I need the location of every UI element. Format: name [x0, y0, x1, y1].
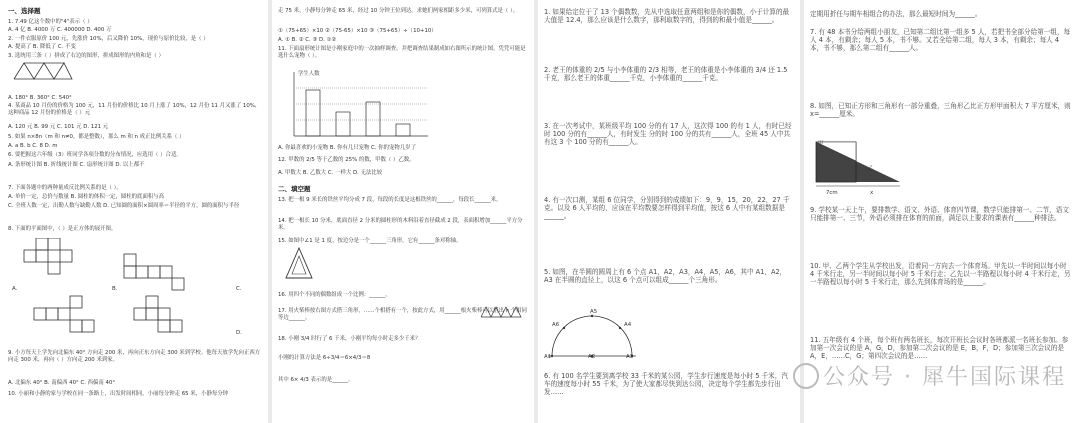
question-paragraph: 定期用折任与期车相组合的办法，那么最短时间为______。 [810, 10, 982, 18]
question-text: 3. 选统用三条（ ）拼成了右边的图形，拼成图形的内角和是（ ） [8, 53, 164, 59]
arc-label-a1: A1 [544, 354, 552, 360]
figure-label-x: x [870, 190, 874, 196]
figure-label-jia: 甲 [818, 141, 824, 147]
watermark-text: 公众号 · 犀牛国际课程 [823, 365, 1066, 390]
question-options: A. 4 亿 B. 4000 万 C. 400000 D. 400 万 [8, 27, 112, 33]
question-text: 14. 把一根长 10 分米，底面直径 2 分米的圆柱形的木料沿着直径截成 2 段，表面积增加______平方分米。 [278, 218, 523, 231]
arc-label-a3: A3 [626, 354, 634, 360]
arc-label-a2: A2 [588, 354, 596, 360]
worksheet-page-3 [538, 0, 800, 423]
cube-net-figures [14, 238, 264, 338]
question-text: 6. 要把握这六年级（3）班同学各项分数的分布情况，应选用（ ）合适。 [8, 152, 182, 158]
question-text: 15. 如图中∠1 是 1 度，按边分是一个______三角形，它有______条对称轴。 [278, 238, 462, 244]
question-options: A. a B. b C. 8 D. m [8, 143, 58, 149]
wechat-icon [793, 363, 819, 389]
question-text: 7. 下面各题中的两种量成反比例关系的是（ ）。 [8, 185, 122, 191]
question-options: A. 你最喜欢的小宠物 B. 你有几只宠物 C. 你的宠物几岁了 [278, 145, 416, 151]
question-paragraph: 11. 五年级有 4 个班，每个班有两名班长，每次开班长会议时各班都派一名班长参加。参加第一次会议的是 A，G，D，参加第二次会议的是 E，B，F，D；参加第三次会议的是 A，E，……C，G；第四次会议的是…… [810, 336, 1069, 360]
question-paragraph: 6. 有 100 名学生要到离学校 33 千米的某公园，学生步行速度是每小时 5 千米，汽车的速度每小时 55 千米，为了使大家都尽快到达公园，决定每个学生都先步行出发…… [544, 372, 788, 396]
chart-title: 学生人数 [298, 71, 320, 77]
question-text: 9. 小方每天上学先向北偏东 40° 方向走 200 米，再向正东方向走 300 米到学校。他每天放学先向正西方向走 300 米，再向（ ）方向走 200 米到家。 [8, 350, 261, 363]
question-options: ①（75+65）×10 ②（75-65）×10 ③（75+65）÷（10+10） [278, 28, 437, 34]
question-paragraph: 3. 在一次考试中，某班级平均 100 分的有 17 人，这次得 100 的有 1 人，有时已经时 100 分的有______人，有时发生 分的时 100 分的共有______人，全班 45 人中共有这 3 个 100 分的有______人。 [544, 122, 792, 146]
question-text: 10. 小丽和小静的家与学校在同一条路上，出发时间相同，小丽每分钟走 65 米，小静每分钟 [8, 391, 229, 397]
question-options: A. 提高了 B. 降低了 C. 不变 [8, 44, 76, 50]
figure-label-c: C. [236, 286, 242, 292]
triangle-figure [284, 246, 314, 280]
question-text: 11. 下面扇形统计图是小刚家庭中的一次抽样调查，并把调查结果制成如右图所示的统计图。凭凭可能是选什么宠物（ ）。 [278, 46, 526, 59]
worksheet-page-1 [0, 0, 268, 423]
question-paragraph: 7. 有 48 本书分给两组小朋友，已知第二组比第一组多 5 人，若把书全部分给第一组，每人 4 本，有剩余；每人 5 本，书不够。又若全给第二组，每人 3 本，有剩余；每人 4 本，书不够，那么第二组有______人。 [810, 28, 1071, 52]
question-options: C. 全班人数一定，出勤人数与缺勤人数 D. 已知圆的面积×圆周率＝半径的平方，圆的面积与半径 [8, 203, 240, 209]
question-text: 8. 下面的平面图中，（ ）是正方体的展开图。 [8, 226, 117, 232]
question-paragraph: 5. 如图，在半圆的圆周上有 6 个点 A1，A2，A3，A4，A5，A6，其中 A1，A2，A3 在半圆的直径上，以这 6 个点可以组成______个三角形。 [544, 268, 787, 284]
question-options: A. 120 元 B. 99 元 C. 101 元 D. 121 元 [8, 124, 109, 130]
question-text: 13. 把一根 9 米长的铁丝平均分成 7 段，每段的长度是这根铁丝的______，每段长______米。 [278, 197, 502, 203]
question-options: A. 单价一定，总价与数量 B. 圆柱的体积一定，圆柱的底面积与高 [8, 194, 165, 200]
question-text: 12. 甲数的 2/5 等于乙数的 25% 的数，甲数（ ）乙数。 [278, 157, 415, 163]
question-options: A. 甲数大 B. 乙数大 C. 一样大 D. 无法比较 [278, 170, 383, 176]
worksheet-page-2 [272, 0, 534, 423]
question-paragraph: 9. 学校某一天上午，要排数学、语文、外语、体育四节课，数学只能排第一、二节，语文只能排第一、三节，外语必须排在体育的前面，满足以上要求的课表有______种排法。 [810, 206, 1069, 222]
question-text: 其中 6× 4/3 表示的是______。 [278, 377, 354, 383]
figure-label-a: A. [12, 286, 18, 292]
triangle-pieces-figure [12, 61, 74, 81]
arc-label-a4: A4 [624, 322, 632, 328]
question-options: A. 条形统计图 B. 折线统计图 C. 扇形统计图 D. 以上都不 [8, 162, 145, 168]
square-triangle-figure [814, 138, 904, 190]
question-text: 1. 7.49 亿这个数中的"4"表示（ ） [8, 19, 93, 25]
question-options: A. 180° B. 360° C. 540° [8, 95, 72, 101]
bar-chart-figure [282, 68, 432, 143]
question-options: A. ① B. ② C. ③ D. ①② [278, 37, 337, 43]
question-paragraph: 2. 老王的体重的 2/5 与小李体重的 2/3 相等，老王的体重是小李体重的 3/4 还 1.5 千克，那么老王的体重______千克，小李体重的______千克。 [544, 66, 788, 82]
question-text: 2. 一件衣服原价 100 元，先涨价 10%，后又降价 10%，现价与原价比较，是（ ） [8, 36, 209, 42]
section-title-choice: 一、选择题 [8, 7, 41, 15]
question-options: A. 北偏东 40° B. 南偏西 40° C. 西偏南 40° [8, 380, 116, 386]
figure-label-7cm: 7cm [826, 190, 838, 196]
question-paragraph: 8. 如图，已知正方形和三角形有一部分重叠，三角形乙比正方形甲面积大 7 平方厘米，则 x=______厘米。 [810, 102, 1071, 118]
question-text: 4. 某商品 10 月份的价格为 100 元，11 月份的价格比 10 月上涨了 10%，12 月份 11 月又涨了 10%，这种商品 12 月份的价格是（ ）元 [8, 103, 261, 116]
question-text: 小刚的计算方法是 6÷3/4＝6×4/3＝8 [278, 355, 371, 361]
question-text: 17. 用火柴棒按右图方式搭三角形，……个相搭有一个，按此方式，用______根火柴棒可以搭出 n 个相同等边______。 [278, 308, 527, 321]
question-text: 走 75 米，小静每分钟走 65 米，经过 10 分钟王位到达。求她们两家相距多少米，可列算式是（ ）。 [278, 8, 519, 14]
question-paragraph: 10. 甲、乙两个学生从学校出发，沿着同一方向去一个体育场。甲先以一半时间以每小时 4 千米行走，另一半时间以每小时 5 千米行走；乙先以一半路程以每小时 4 千米行走，另一半路程以每小时 5 千米行走，那么先到体育场的是______。 [810, 262, 1071, 286]
question-text: 16. 用四个不同的偶数组成一个比例：______。 [278, 292, 391, 298]
question-paragraph: 1. 如果给定位于了 13 个偶数数，先从中选取任意两组和是你的偶数，小于计算的最大值是 12.4，那么应该是什么数字，那利取数字的，得到的和最小值是______。 [544, 8, 790, 24]
figure-label-b: B. [112, 286, 118, 292]
watermark [793, 360, 1066, 391]
figure-label-yi: 乙 [868, 166, 874, 172]
figure-label-d: D. [236, 330, 242, 336]
question-text: 18. 小刚 3/4 时行了 6 千米，小刚平均每小时走多少千米？ [278, 336, 421, 342]
question-paragraph: 4. 有一次口测，某组 6 位同学，分别得到的成绩如下：9，9，15，20，22，27 千克。以及 6 人平均的，应该在平均数要怎样得到平均值，按这 6 人中有某组数据是______。 [544, 196, 790, 220]
matchstick-figure [480, 306, 522, 318]
question-text: 5. 如果 n×8n（m 和 n≠0，都是整数），那么 m 和 n 成正比例关系（ ） [8, 134, 185, 140]
section-title-fill: 二、填空题 [278, 185, 311, 193]
arc-label-a6: A6 [552, 322, 560, 328]
arc-label-a5: A5 [590, 309, 598, 315]
